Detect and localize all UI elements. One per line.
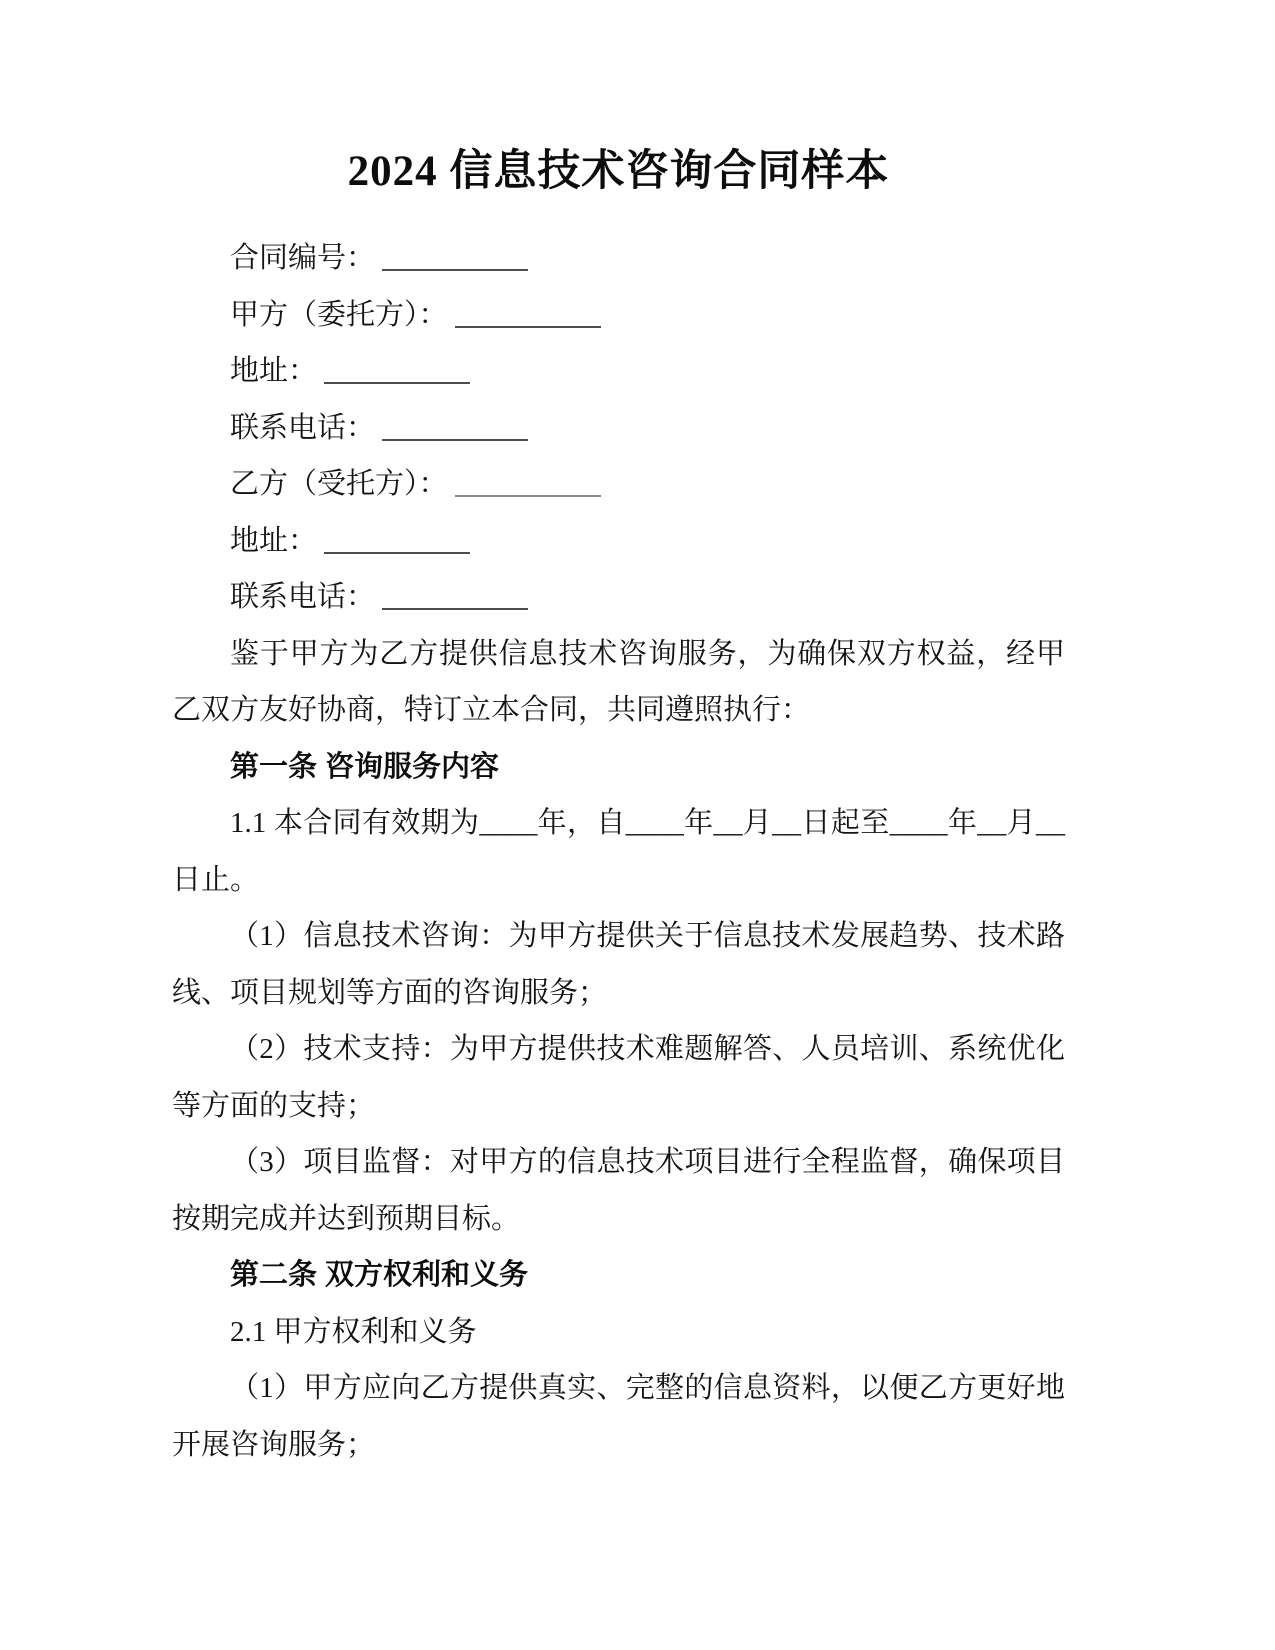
field-party-b-label: 乙方（受托方）： <box>230 468 448 500</box>
party-b-blank-line <box>455 465 601 497</box>
field-party-a <box>172 287 1065 344</box>
party-a-address-blank-line <box>324 352 470 384</box>
contract-number-blank-line <box>382 239 528 271</box>
party-a-phone-blank-line <box>382 408 528 440</box>
article-1-item-1: （1）信息技术咨询：为甲方提供关于信息技术发展趋势、技术路线、项目规划等方面的咨询服务； <box>172 920 1065 1009</box>
party-b-phone-blank-line <box>382 578 528 610</box>
field-party-b <box>172 456 1065 513</box>
field-party-a-phone <box>172 400 1065 457</box>
party-b-address-blank-line <box>324 521 470 553</box>
article-1-item-3: （3）项目监督：对甲方的信息技术项目进行全程监督，确保项目按期完成并达到预期目标。 <box>172 1146 1065 1235</box>
document-title: 2024 信息技术咨询合同样本 <box>347 148 890 195</box>
field-party-a-label: 甲方（委托方）： <box>230 298 448 331</box>
clause-1-1: 1.1 本合同有效期为____年，自____年__月__日起至____年__月__日止。 <box>172 807 1065 896</box>
field-party-b-phone-label: 联系电话： <box>230 581 376 613</box>
party-a-blank-line <box>455 295 601 327</box>
field-party-a-phone-label: 联系电话： <box>230 411 376 444</box>
article-1-item-2: （2）技术支持：为甲方提供技术难题解答、人员培训、系统优化等方面的支持； <box>172 1033 1065 1122</box>
field-contract-number <box>172 230 1065 287</box>
article-1-heading: 第一条 咨询服务内容 <box>230 750 500 783</box>
field-party-b-phone <box>172 569 1065 626</box>
field-party-a-address-label: 地址： <box>230 355 318 387</box>
clause-2-1: 2.1 甲方权利和义务 <box>230 1315 477 1348</box>
field-party-b-address-label: 地址： <box>230 524 318 557</box>
article-2-heading: 第二条 双方权利和义务 <box>230 1259 529 1291</box>
field-party-b-address <box>172 513 1065 570</box>
intro-paragraph: 鉴于甲方为乙方提供信息技术咨询服务，为确保双方权益，经甲乙双方友好协商，特订立本合同，共同遵照执行： <box>172 637 1065 726</box>
article-2-item-1: （1）甲方应向乙方提供真实、完整的信息资料，以便乙方更好地开展咨询服务； <box>172 1372 1065 1461</box>
field-party-a-address <box>172 343 1065 400</box>
field-contract-number-label: 合同编号： <box>230 242 376 274</box>
